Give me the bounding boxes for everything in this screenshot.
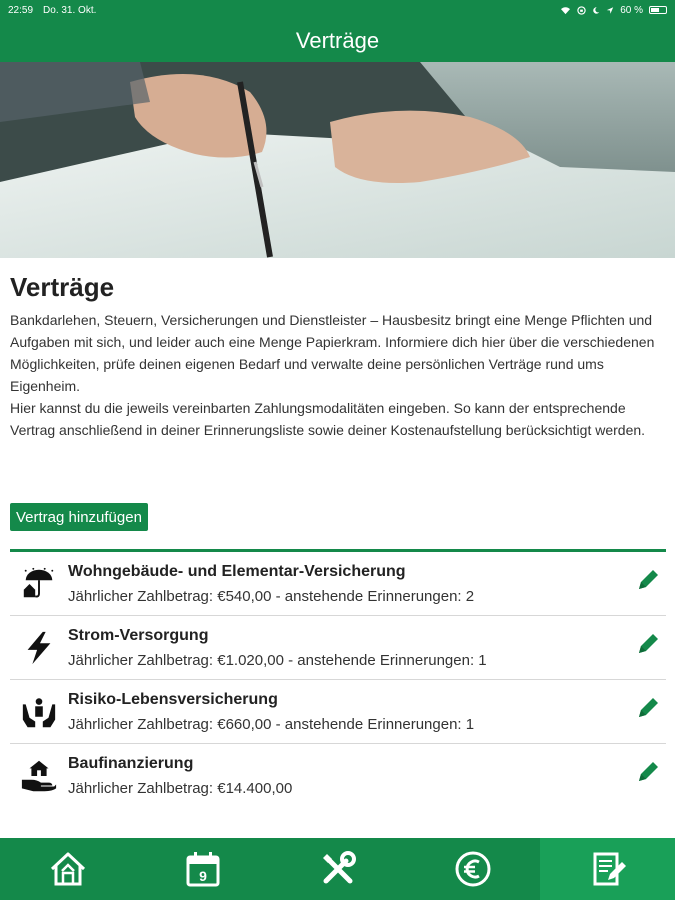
wifi-icon [560, 6, 571, 15]
nav-title: Verträge [295, 28, 380, 53]
contract-title: Wohngebäude- und Elementar-Versicherung [68, 562, 406, 580]
hero-image [0, 62, 675, 258]
pencil-edit-icon[interactable] [634, 566, 662, 594]
tab-costs[interactable] [405, 838, 540, 900]
pencil-edit-icon[interactable] [634, 630, 662, 658]
home-icon [48, 849, 88, 889]
status-bar [0, 0, 675, 20]
rotation-lock-icon [577, 6, 586, 15]
contract-row-baufinanzierung[interactable] [10, 744, 666, 808]
euro-icon [453, 849, 493, 889]
status-time: 22:59 [8, 4, 34, 16]
battery-icon [649, 6, 667, 14]
tab-bar [0, 838, 675, 900]
status-date: Do. 31. Okt. [43, 4, 97, 16]
contract-title: Strom-Versorgung [68, 626, 209, 644]
contract-title: Risiko-Lebensversicherung [68, 690, 278, 708]
moon-icon [592, 6, 600, 15]
add-contract-button[interactable]: Vertrag hinzufügen [10, 503, 148, 531]
battery-percent: 60 % [620, 4, 643, 16]
contract-list [10, 549, 666, 808]
tab-contracts[interactable] [540, 838, 675, 900]
tab-tools[interactable] [270, 838, 405, 900]
tab-home[interactable] [0, 838, 135, 900]
description [10, 309, 666, 441]
contract-row-wohngebaeude[interactable] [10, 552, 666, 616]
contract-subtitle: Jährlicher Zahlbetrag: €1.020,00 - anstehende Erinnerungen: 1 [68, 651, 487, 669]
description-paragraph-1: Bankdarlehen, Steuern, Versicherungen und Dienstleister – Hausbesitz bringt eine Menge Pflichten und Aufgaben mit sich, und leider auch eine Menge Papierkram. Informiere dich hier über die verschiedenen Möglichkeiten, prüfe deinen eigenen Bedarf und verwalte deine persönlichen Verträge rund ums Eigenheim. [10, 312, 655, 394]
lightning-icon [20, 629, 58, 667]
umbrella-house-icon [20, 565, 58, 603]
tools-icon [318, 849, 358, 889]
content [10, 272, 666, 441]
description-paragraph-2: Hier kannst du die jeweils vereinbarten Zahlungsmodalitäten eingeben. So kann der entsprechende Vertrag anschließend in deiner Erinnerungsliste sowie deiner Kostenaufstellung berücksichtigt werden. [10, 400, 646, 438]
nav-bar [0, 20, 675, 62]
contract-row-risiko[interactable] [10, 680, 666, 744]
contract-subtitle: Jährlicher Zahlbetrag: €540,00 - anstehende Erinnerungen: 2 [68, 587, 475, 605]
calendar-icon [183, 849, 223, 889]
contract-subtitle: Jährlicher Zahlbetrag: €660,00 - anstehende Erinnerungen: 1 [68, 715, 475, 733]
contract-title: Baufinanzierung [68, 755, 194, 772]
pencil-edit-icon[interactable] [634, 694, 662, 722]
tab-calendar[interactable] [135, 838, 270, 900]
pencil-edit-icon[interactable] [634, 758, 662, 786]
hand-house-icon [20, 757, 58, 795]
contract-row-strom[interactable] [10, 616, 666, 680]
page-title: Verträge [10, 272, 115, 302]
location-icon [606, 6, 614, 15]
contract-edit-icon [588, 849, 628, 889]
hands-person-icon [20, 693, 58, 731]
contract-subtitle: Jährlicher Zahlbetrag: €14.400,00 [68, 780, 293, 797]
calendar-day: 9 [198, 868, 207, 884]
